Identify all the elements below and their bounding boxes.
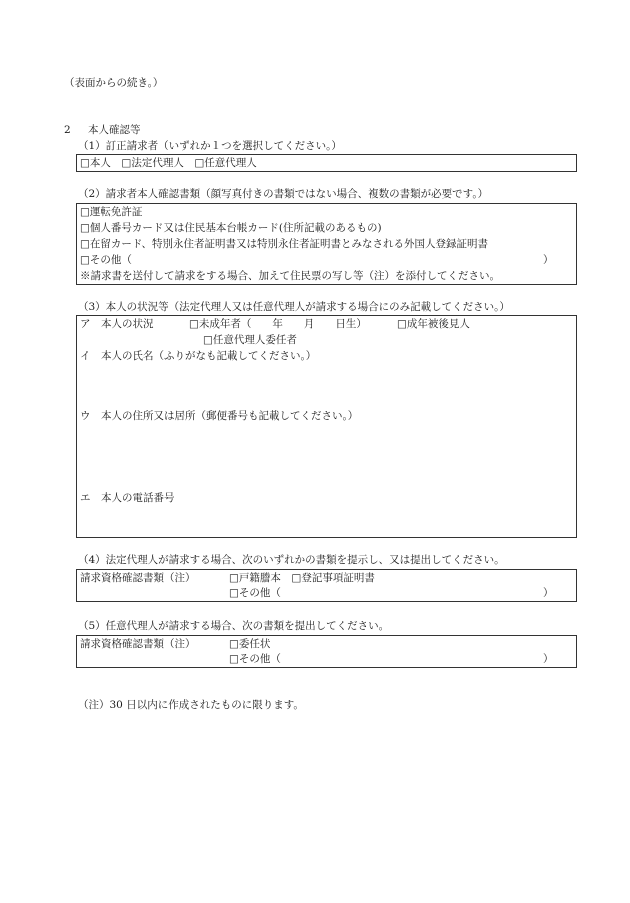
q3-name-label: イ 本人の氏名（ふりがなも記載してください。） — [80, 350, 317, 362]
q2-item-residence-card[interactable]: □在留カード、特別永住者証明書又は特別永住者証明書とみなされる外国人登録証明書 — [80, 238, 488, 250]
q5-heading: （5）任意代理人が請求する場合、次の書類を提出してください。 — [78, 620, 390, 632]
q2-other-close: ） — [543, 254, 554, 266]
q1-options[interactable]: □本人 □法定代理人 □任意代理人 — [80, 157, 257, 169]
q3-status-label: ア 本人の状況 — [80, 318, 154, 330]
q3-phone-label: エ 本人の電話番号 — [80, 492, 175, 504]
q3-adult-ward-option[interactable]: □成年被後見人 — [397, 318, 470, 330]
q3-minor-option[interactable]: □未成年者（ 年 月 日生） — [189, 318, 367, 330]
q4-option-other[interactable]: □その他（ — [229, 587, 281, 599]
q5-option-proxy[interactable]: □委任状 — [229, 638, 271, 650]
q1-heading: （1）訂正請求者（いずれか１つを選択してください。） — [78, 140, 342, 152]
q4-heading: （4）法定代理人が請求する場合、次のいずれかの書類を提示し、又は提出してください。 — [78, 554, 505, 566]
q3-address-label: ウ 本人の住所又は居所（郵便番号も記載してください。） — [80, 410, 359, 422]
q1-box — [76, 154, 577, 172]
q5-doc-label: 請求資格確認書類（注） — [80, 638, 196, 650]
q5-other-close: ） — [543, 653, 554, 665]
q4-box — [76, 569, 577, 602]
q3-delegator-option[interactable]: □任意代理人委任者 — [203, 334, 297, 346]
q2-heading: （2）請求者本人確認書類（顔写真付きの書類ではない場合、複数の書類が必要です。） — [78, 188, 489, 200]
q4-doc-label: 請求資格確認書類（注） — [80, 572, 196, 584]
q4-option-registry[interactable]: □戸籍謄本 □登記事項証明書 — [229, 572, 375, 584]
q3-box — [76, 315, 577, 538]
q5-box — [76, 635, 577, 668]
q3-heading: （3）本人の状況等（法定代理人又は任意代理人が請求する場合にのみ記載してください。） — [78, 301, 510, 313]
footnote: （注）30 日以内に作成されたものに限ります。 — [78, 699, 304, 711]
q2-item-license[interactable]: □運転免許証 — [80, 206, 143, 218]
q2-item-mynumber[interactable]: □個人番号カード又は住民基本台帳カード(住所記載のあるもの) — [80, 222, 382, 234]
q4-other-close: ） — [543, 587, 554, 599]
q2-item-other[interactable]: □その他（ — [80, 254, 132, 266]
section-title: 本人確認等 — [88, 124, 141, 136]
q5-option-other[interactable]: □その他（ — [229, 653, 281, 665]
q2-mail-note: ※請求書を送付して請求をする場合、加えて住民票の写し等（注）を添付してください。 — [80, 270, 500, 282]
section-number: 2 — [64, 124, 71, 136]
q2-box — [76, 203, 577, 285]
continuation-note: （表面からの続き。） — [64, 77, 164, 89]
